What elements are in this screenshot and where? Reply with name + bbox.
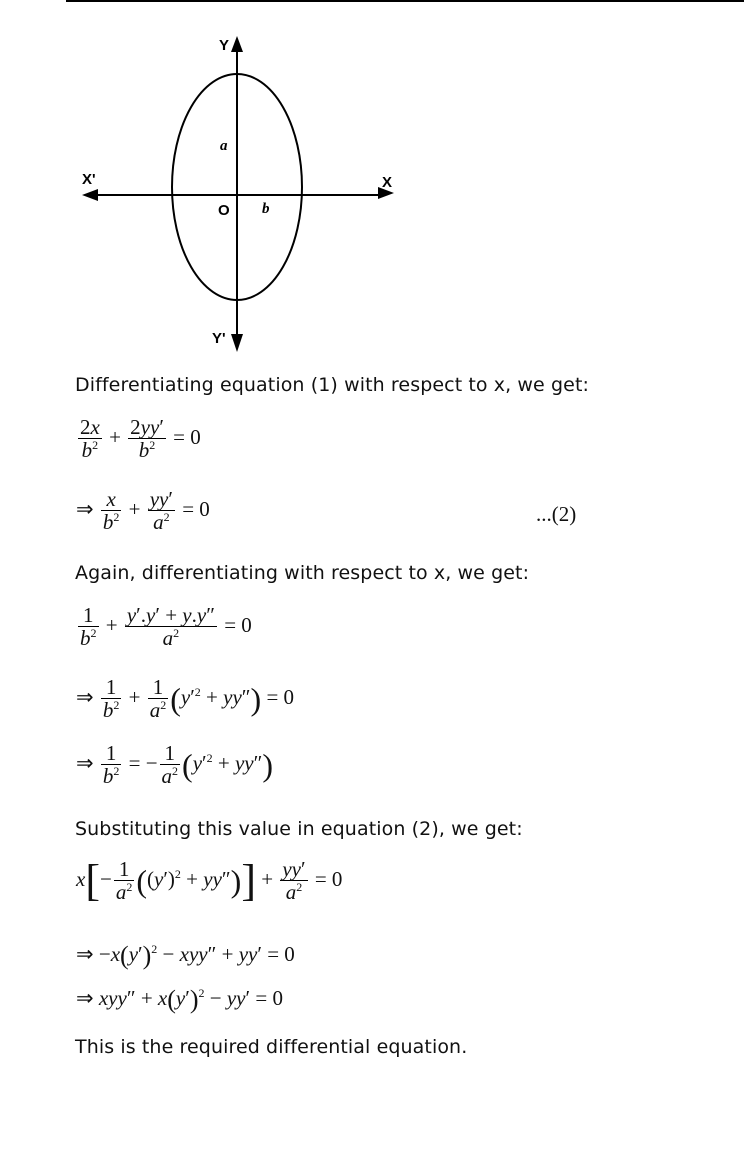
label-b: b <box>262 201 270 217</box>
equation-first-derivative: $\frac{2x}{b^2}$ + $\frac{2yy'}{b^2}$ = 0 <box>80 415 201 463</box>
ellipse-diagram <box>0 0 744 370</box>
equation-second-derivative: $\frac{1}{b^2}$ + $\frac{y'.y' + y.y''}{a^2}$ = 0 <box>80 603 252 651</box>
x-arrow-left-icon <box>82 189 98 201</box>
equation-isolated: ⇒ $\frac{1}{b^2}$ = − $\frac{1}{a^2}$ $(y'^2 + yy'')$ <box>76 741 274 789</box>
paragraph-substituting: Substituting this value in equation (2), we get: <box>75 818 523 840</box>
equation-2-tag: ...(2) <box>536 502 577 526</box>
label-y: Y <box>219 37 230 54</box>
equation-2: ⇒ $\frac{x}{b^2}$ + $\frac{yy'}{a^2}$ = 0 <box>76 487 210 535</box>
label-a: a <box>220 138 228 154</box>
label-x-prime: X' <box>82 171 96 188</box>
y-arrow-up-icon <box>231 36 243 52</box>
equation-substituted: x[− $\frac{1}{a^2}$ $((y')^2 + yy'')$] + $\frac{yy'}{a^2}$ = 0 <box>76 856 343 906</box>
y-arrow-down-icon <box>231 334 243 352</box>
equation-final: ⇒ $xyy'' + x(y')^2 - yy' = 0$ <box>76 985 283 1015</box>
paragraph-again: Again, differentiating with respect to x, we get: <box>75 562 530 584</box>
equation-expanded: ⇒ $-x(y')^2 - xyy'' + yy' = 0$ <box>76 941 295 971</box>
paragraph-differentiate: Differentiating equation (1) with respect to x, we get: <box>75 374 589 396</box>
label-origin: O <box>218 202 230 219</box>
label-y-prime: Y' <box>212 330 226 347</box>
paragraph-conclusion: This is the required differential equation. <box>75 1036 468 1058</box>
label-x: X <box>382 174 393 191</box>
equation-simplified: ⇒ $\frac{1}{b^2}$ + $\frac{1}{a^2}$ $(y'^2 + yy'') = 0$ <box>76 675 295 723</box>
